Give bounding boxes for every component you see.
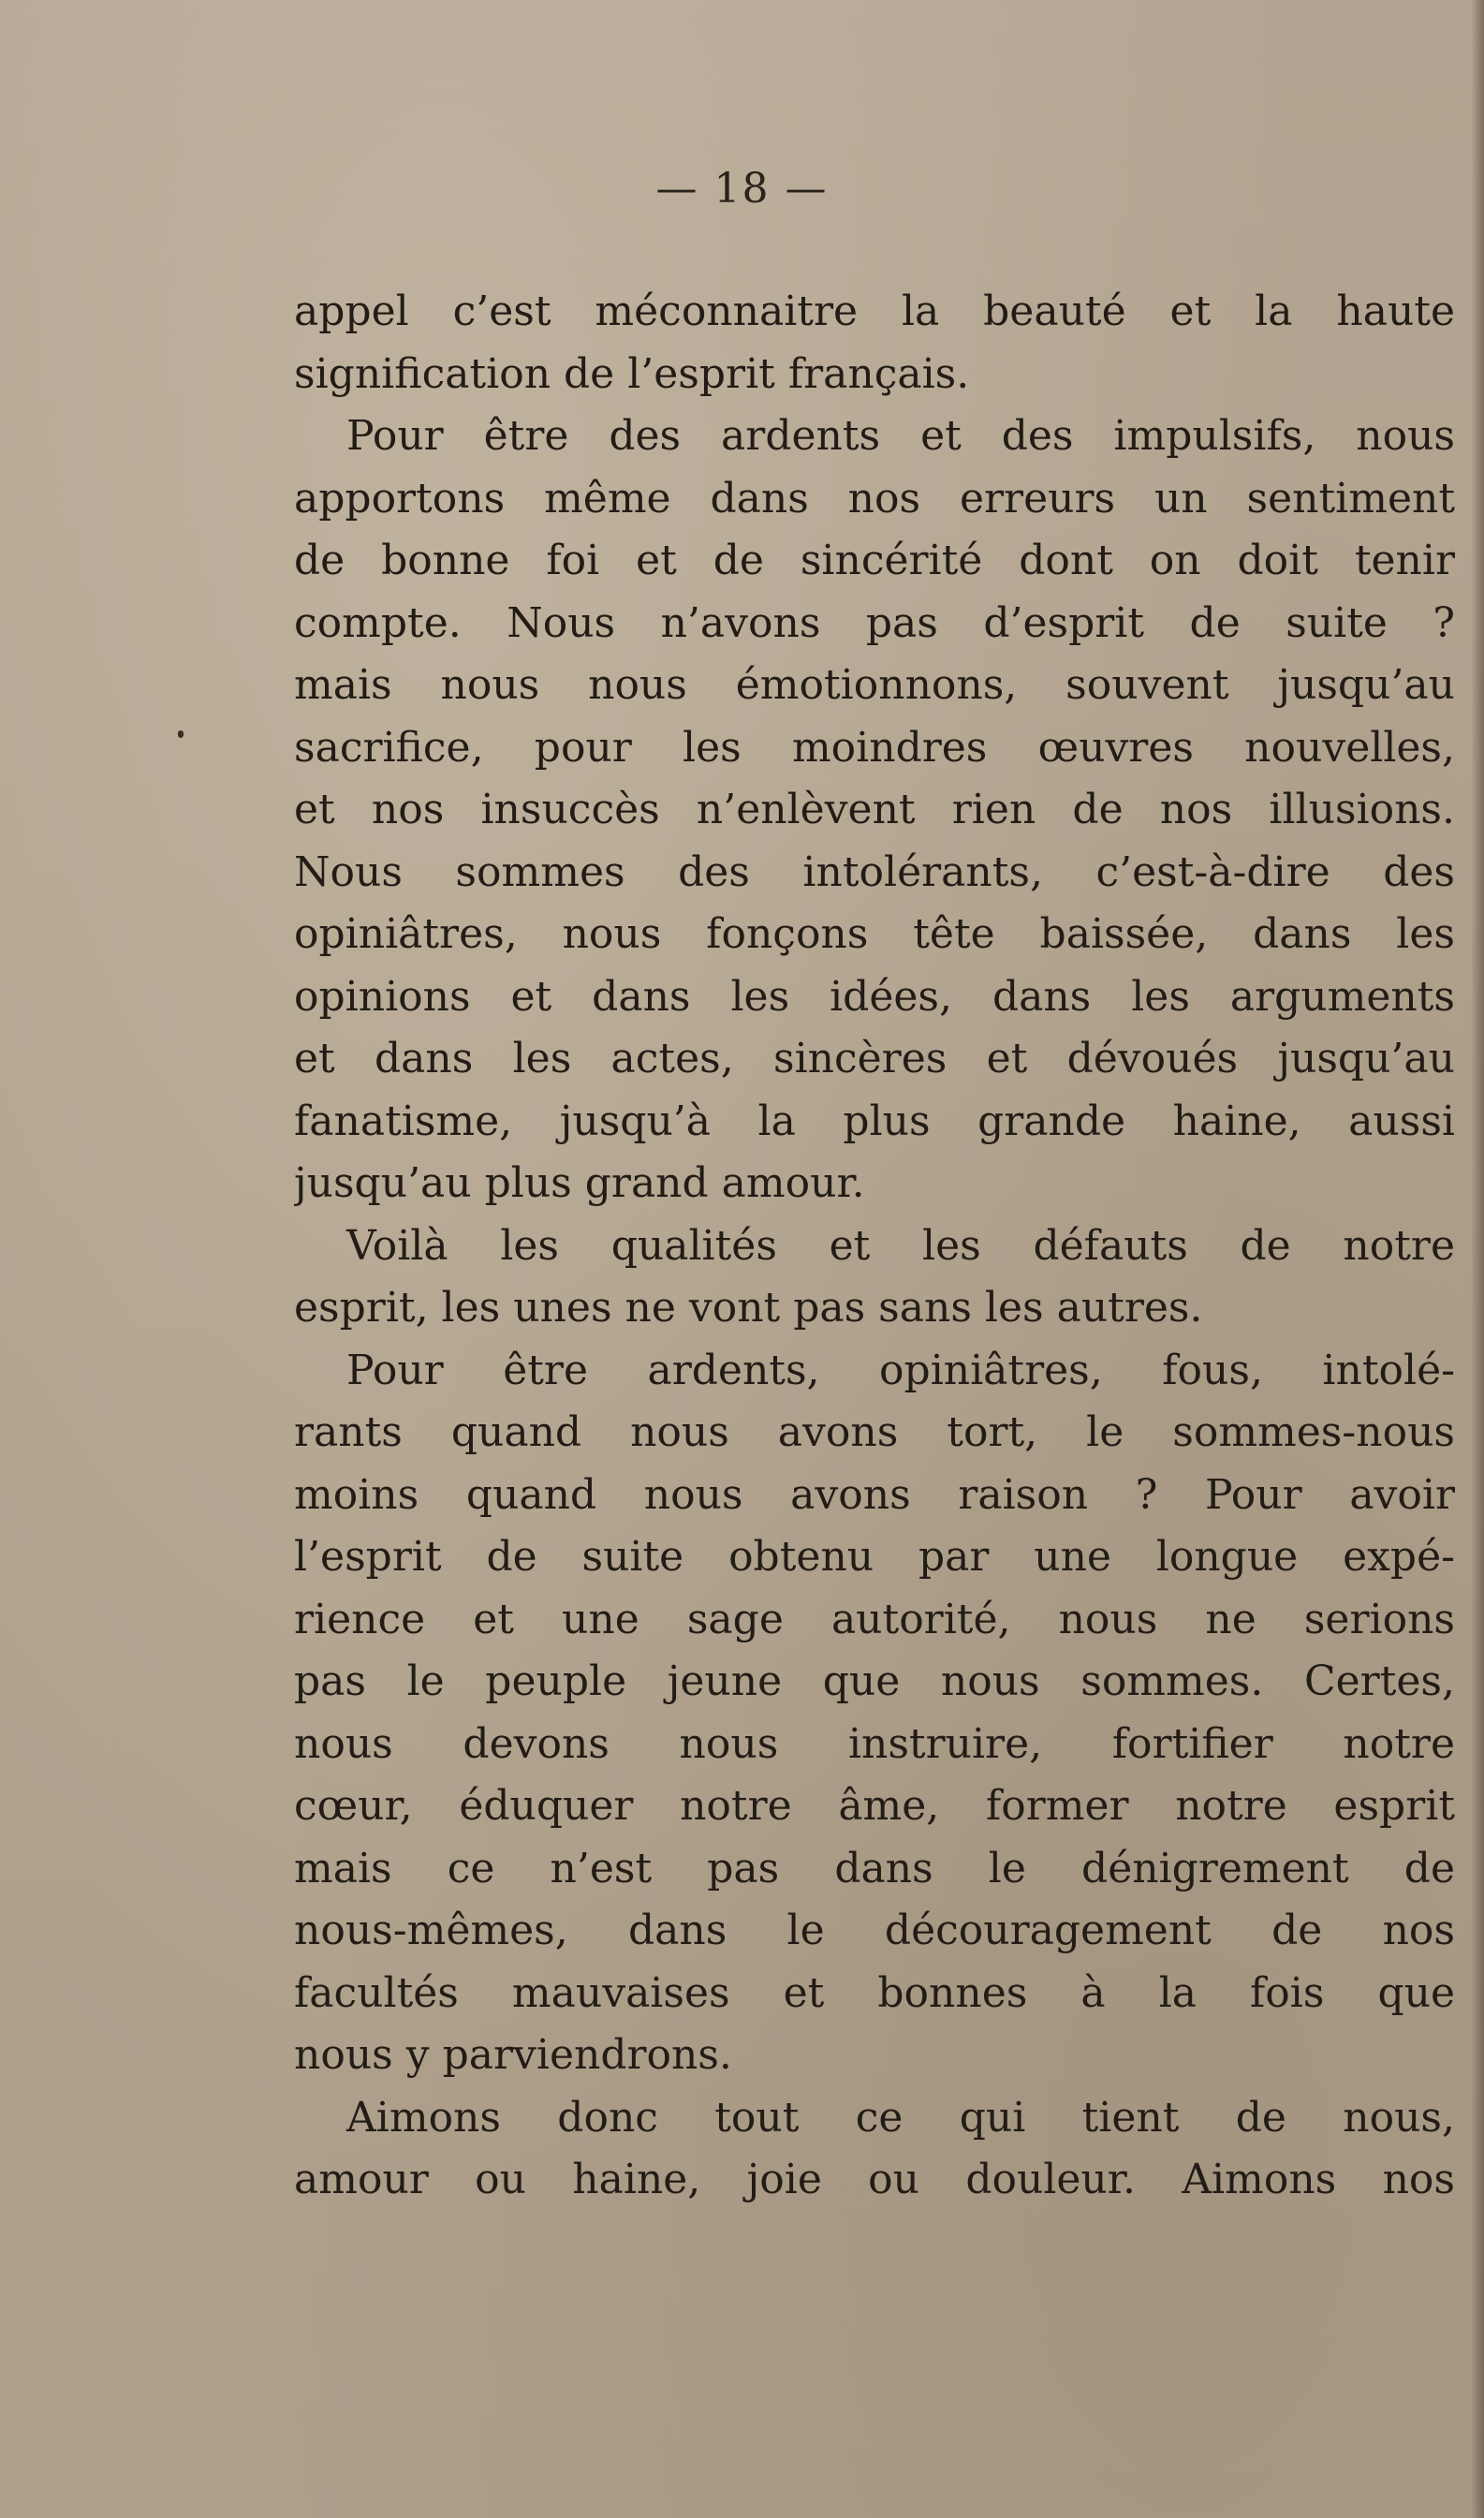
text-line: Nous sommes des intolérants, c’est-à-dire des xyxy=(294,847,1455,896)
text-line: et nos insuccès n’enlèvent rien de nos illusions. xyxy=(294,786,1455,833)
text-line: rants quand nous avons tort, le sommes-nous xyxy=(294,1408,1455,1456)
text-line: rience et une sage autorité, nous ne serions xyxy=(294,1595,1455,1643)
text-line: compte. Nous n’avons pas d’esprit de suite ? xyxy=(294,598,1455,647)
text-line: Voilà les qualités et les défauts de notre xyxy=(346,1221,1455,1270)
page-edge-shadow xyxy=(1471,0,1484,2518)
text-line: amour ou haine, joie ou douleur. Aimons nos xyxy=(294,2156,1455,2203)
text-line: nous devons nous instruire, fortifier notre xyxy=(294,1719,1455,1768)
text-line: l’esprit de suite obtenu par une longue expé- xyxy=(294,1533,1455,1581)
text-line: facultés mauvaises et bonnes à la fois que xyxy=(294,1968,1455,2017)
text-line: appel c’est méconnaitre la beauté et la haute xyxy=(294,287,1455,335)
text-line: et dans les actes, sincères et dévoués jusqu’au xyxy=(294,1035,1455,1082)
text-line: apportons même dans nos erreurs un sentiment xyxy=(294,474,1455,523)
text-line: de bonne foi et de sincérité dont on doit tenir xyxy=(294,537,1455,584)
text-line: mais ce n’est pas dans le dénigrement de xyxy=(294,1844,1455,1892)
text-line: nous-mêmes, dans le découragement de nos xyxy=(294,1907,1455,1954)
text-line: pas le peuple jeune que nous sommes. Certes, xyxy=(294,1657,1455,1705)
text-line: opinions et dans les idées, dans les arguments xyxy=(294,972,1455,1021)
text-line: Pour être des ardents et des impulsifs, nous xyxy=(346,412,1455,460)
text-line: opiniâtres, nous fonçons tête baissée, dans les xyxy=(294,910,1455,958)
body-text xyxy=(294,281,1455,2212)
text-line: jusqu’au plus grand amour. xyxy=(294,1159,865,1207)
text-line: moins quand nous avons raison ? Pour avoir xyxy=(294,1470,1455,1519)
text-line: nous y parviendrons. xyxy=(294,2031,732,2079)
text-line: Aimons donc tout ce qui tient de nous, xyxy=(346,2093,1455,2142)
text-line: fanatisme, jusqu’à la plus grande haine, aussi xyxy=(294,1097,1455,1145)
text-line: sacrifice, pour les moindres œuvres nouvelles, xyxy=(294,723,1455,772)
text-line: signification de l’esprit français. xyxy=(294,349,970,398)
text-line: cœur, éduquer notre âme, former notre esprit xyxy=(294,1782,1455,1830)
ink-speck xyxy=(178,730,184,738)
page-number: — 18 — xyxy=(655,165,829,213)
text-line: mais nous nous émotionnons, souvent jusqu’au xyxy=(294,661,1455,709)
text-line: esprit, les unes ne vont pas sans les autres. xyxy=(294,1284,1203,1332)
text-line: Pour être ardents, opiniâtres, fous, intolé- xyxy=(346,1346,1455,1394)
